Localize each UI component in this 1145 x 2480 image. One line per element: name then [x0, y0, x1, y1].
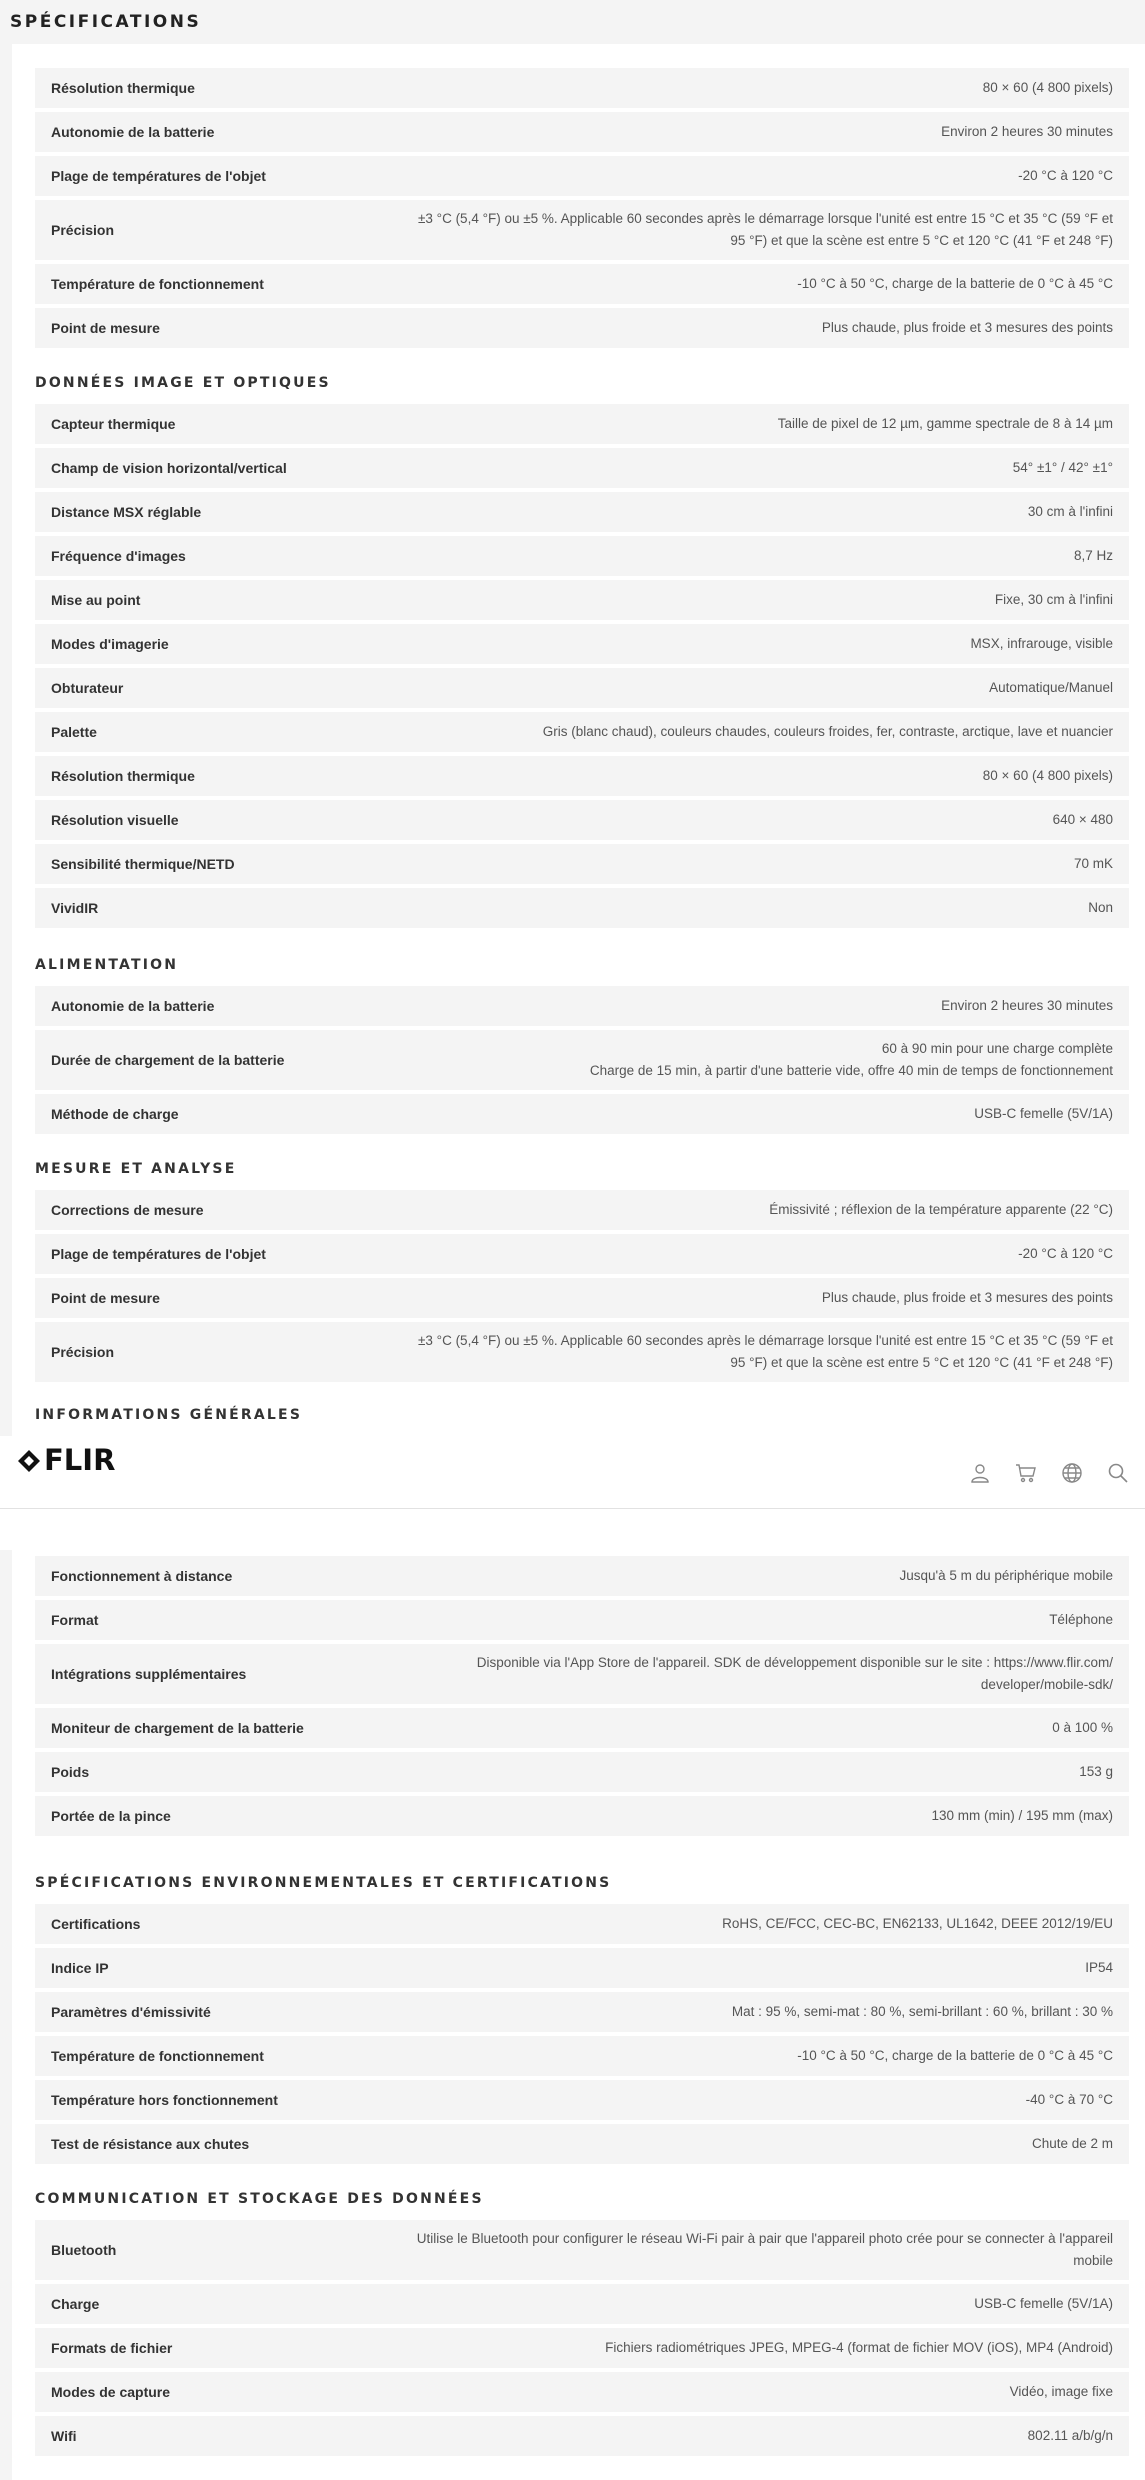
spec-value-line: USB-C femelle (5V/1A) [974, 1106, 1113, 1121]
spec-value [797, 273, 1113, 295]
spec-value [797, 2045, 1113, 2067]
page-title: SPÉCIFICATIONS [10, 12, 202, 32]
spec-value-line: Fixe, 30 cm à l'infini [994, 592, 1113, 607]
spec-value-line: -40 °C à 70 °C [1025, 2092, 1113, 2107]
spec-value-line: Plus chaude, plus froide et 3 mesures des points [821, 1290, 1113, 1305]
section-measurement [35, 1148, 1129, 1382]
spec-value [1049, 1609, 1113, 1631]
spec-row [35, 536, 1129, 576]
spec-value [970, 633, 1113, 655]
spec-row [35, 2220, 1129, 2280]
spec-value-line: Charge de 15 min, à partir d'une batterie vide, offre 40 min de temps de fonctionnement [589, 1063, 1113, 1078]
spec-row [35, 2080, 1129, 2120]
cart-icon[interactable] [1013, 1460, 1039, 1486]
spec-value [900, 1565, 1113, 1587]
spec-label: Mise au point [51, 592, 141, 608]
spec-row [35, 492, 1129, 532]
spec-label: Fréquence d'images [51, 548, 186, 564]
globe-icon[interactable] [1059, 1460, 1085, 1486]
spec-value-line: 95 °F) et que la scène est entre 5 °C et 120 °C (41 °F et 248 °F) [730, 1355, 1113, 1370]
spec-value-line: -20 °C à 120 °C [1018, 168, 1113, 183]
spec-panel-top [12, 44, 1145, 1436]
spec-row [35, 156, 1129, 196]
spec-row [35, 756, 1129, 796]
spec-value-line: -10 °C à 50 °C, charge de la batterie de 0 °C à 45 °C [797, 2048, 1113, 2063]
section-environment [35, 1862, 1129, 2164]
section-general-info [35, 1556, 1129, 1836]
spec-label: Bluetooth [51, 2242, 117, 2258]
spec-label: Précision [51, 222, 115, 238]
spec-value [418, 1330, 1113, 1374]
spec-label: Distance MSX réglable [51, 504, 202, 520]
spec-label: Test de résistance aux chutes [51, 2136, 250, 2152]
spec-value [1026, 2089, 1113, 2111]
spec-value [1013, 457, 1113, 479]
spec-value-line: Environ 2 heures 30 minutes [941, 124, 1113, 139]
spec-row [35, 112, 1129, 152]
spec-label: Point de mesure [51, 320, 160, 336]
spec-value-line: RoHS, CE/FCC, CEC-BC, EN62133, UL1642, DEEE 2012/19/EU [722, 1916, 1113, 1931]
spec-value [941, 995, 1113, 1017]
spec-value-line: 153 g [1079, 1764, 1113, 1779]
spec-label: Indice IP [51, 1960, 109, 1976]
logo-text: FLIR [44, 1443, 116, 1477]
spec-value-line: Chute de 2 m [1031, 2136, 1113, 2151]
spec-value-line: Téléphone [1049, 1612, 1113, 1627]
spec-value [605, 2337, 1113, 2359]
spec-value-line: Environ 2 heures 30 minutes [941, 998, 1113, 1013]
spec-value-line: Vidéo, image fixe [1009, 2384, 1113, 2399]
spec-label: Corrections de mesure [51, 1202, 204, 1218]
spec-label: Sensibilité thermique/NETD [51, 856, 235, 872]
spec-rows [35, 404, 1129, 928]
spec-value [417, 2228, 1113, 2272]
section-communication [35, 2178, 1129, 2456]
spec-value-line: 802.11 a/b/g/n [1027, 2428, 1113, 2443]
spec-row [35, 1904, 1129, 1944]
spec-row [35, 2124, 1129, 2164]
spec-label: Certifications [51, 1916, 141, 1932]
spec-value-line: 54° ±1° / 42° ±1° [1012, 460, 1113, 475]
spec-value-line: -20 °C à 120 °C [1018, 1246, 1113, 1261]
spec-label: Méthode de charge [51, 1106, 179, 1122]
spec-value-line: MSX, infrarouge, visible [970, 636, 1113, 651]
spec-value-line: ±3 °C (5,4 °F) ou ±5 %. Applicable 60 secondes après le démarrage lorsque l'unité est entre 15 °C et 35 °C (59 °F et [418, 1333, 1113, 1348]
spec-row [35, 308, 1129, 348]
spec-label: Portée de la pince [51, 1808, 171, 1824]
spec-value [1052, 1717, 1113, 1739]
spec-label: Obturateur [51, 680, 124, 696]
spec-value [989, 677, 1113, 699]
spec-row [35, 264, 1129, 304]
spec-label: Point de mesure [51, 1290, 160, 1306]
spec-row [35, 580, 1129, 620]
spec-row [35, 986, 1129, 1026]
spec-label: Autonomie de la batterie [51, 124, 215, 140]
section-heading: DONNÉES IMAGE ET OPTIQUES [35, 375, 331, 391]
section-heading: ALIMENTATION [35, 957, 179, 973]
spec-row [35, 1234, 1129, 1274]
spec-value-line: 95 °F) et que la scène est entre 5 °C et 120 °C (41 °F et 248 °F) [730, 233, 1113, 248]
spec-value-line: Jusqu'à 5 m du périphérique mobile [899, 1568, 1113, 1583]
spec-label: Durée de chargement de la batterie [51, 1052, 285, 1068]
spec-value [974, 2293, 1113, 2315]
spec-value [822, 317, 1113, 339]
spec-row [35, 1992, 1129, 2032]
section-heading: COMMUNICATION ET STOCKAGE DES DONNÉES [35, 2191, 484, 2207]
spec-value [941, 121, 1113, 143]
spec-row [35, 1752, 1129, 1792]
spec-value-line: 80 × 60 (4 800 pixels) [982, 768, 1113, 783]
spec-rows [35, 68, 1129, 348]
section-power [35, 944, 1129, 1134]
spec-value [1032, 2133, 1113, 2155]
spec-value [931, 1805, 1113, 1827]
spec-value [1053, 809, 1113, 831]
spec-value-line: 0 à 100 % [1052, 1720, 1113, 1735]
spec-value-line: USB-C femelle (5V/1A) [974, 2296, 1113, 2311]
spec-label: Température de fonctionnement [51, 2048, 264, 2064]
spec-label: Format [51, 1612, 99, 1628]
spec-label: Paramètres d'émissivité [51, 2004, 211, 2020]
flir-logo[interactable] [18, 1443, 116, 1477]
spec-rows [35, 2220, 1129, 2456]
spec-row [35, 404, 1129, 444]
spec-row [35, 1600, 1129, 1640]
spec-value-line: Gris (blanc chaud), couleurs chaudes, couleurs froides, fer, contraste, arctique, lave et nuancier [542, 724, 1113, 739]
header-icons [967, 1460, 1131, 1486]
spec-label: Autonomie de la batterie [51, 998, 215, 1014]
spec-value [1079, 1761, 1113, 1783]
spec-value [778, 413, 1113, 435]
spec-value [1028, 501, 1113, 523]
spec-label: Wifi [51, 2428, 77, 2444]
spec-value [1018, 1243, 1113, 1265]
spec-row [35, 668, 1129, 708]
spec-value-line: Automatique/Manuel [989, 680, 1113, 695]
spec-label: Plage de températures de l'objet [51, 168, 266, 184]
spec-label: Capteur thermique [51, 416, 176, 432]
spec-rows [35, 1190, 1129, 1382]
spec-value [769, 1199, 1113, 1221]
spec-row [35, 1322, 1129, 1382]
spec-label: Précision [51, 1344, 115, 1360]
spec-label: Formats de fichier [51, 2340, 173, 2356]
spec-value-line: Disponible via l'App Store de l'appareil. SDK de développement disponible sur le site : https://www.flir.com/ [476, 1655, 1113, 1670]
flir-logo-icon [18, 1450, 40, 1472]
spec-value [995, 589, 1113, 611]
section-heading: SPÉCIFICATIONS ENVIRONNEMENTALES ET CERTIFICATIONS [35, 1875, 612, 1891]
spec-value-line: -10 °C à 50 °C, charge de la batterie de 0 °C à 45 °C [797, 276, 1113, 291]
spec-row [35, 624, 1129, 664]
spec-row [35, 844, 1129, 884]
spec-row [35, 712, 1129, 752]
spec-row [35, 1278, 1129, 1318]
spec-value-line: Taille de pixel de 12 µm, gamme spectrale de 8 à 14 µm [777, 416, 1113, 431]
spec-label: Moniteur de chargement de la batterie [51, 1720, 304, 1736]
spec-row [35, 888, 1129, 928]
spec-value-line: Fichiers radiométriques JPEG, MPEG-4 (format de fichier MOV (iOS), MP4 (Android) [605, 2340, 1113, 2355]
spec-row [35, 800, 1129, 840]
spec-row [35, 1708, 1129, 1748]
spec-label: Température de fonctionnement [51, 276, 264, 292]
spec-value [983, 77, 1113, 99]
spec-label: Intégrations supplémentaires [51, 1666, 247, 1682]
spec-row [35, 2416, 1129, 2456]
spec-value [1088, 897, 1113, 919]
spec-value-line: 640 × 480 [1052, 812, 1113, 827]
spec-value-line: 30 cm à l'infini [1027, 504, 1113, 519]
spec-row [35, 200, 1129, 260]
spec-value-line: 8,7 Hz [1073, 548, 1113, 563]
spec-row [35, 2284, 1129, 2324]
spec-row [35, 2328, 1129, 2368]
spec-value [974, 1103, 1113, 1125]
header-divider [0, 1508, 1145, 1509]
spec-value [983, 765, 1113, 787]
spec-value [732, 2001, 1113, 2023]
spec-row [35, 1190, 1129, 1230]
spec-panel-bottom [12, 1516, 1145, 2480]
spec-row [35, 448, 1129, 488]
spec-label: Modes d'imagerie [51, 636, 169, 652]
spec-row [35, 68, 1129, 108]
spec-label: Fonctionnement à distance [51, 1568, 233, 1584]
spec-value-line: mobile [1073, 2253, 1113, 2268]
spec-label: Champ de vision horizontal/vertical [51, 460, 287, 476]
spec-rows [35, 1904, 1129, 2164]
spec-row [35, 2036, 1129, 2076]
section-heading: INFORMATIONS GÉNÉRALES [35, 1407, 303, 1423]
spec-value [590, 1038, 1113, 1082]
spec-row [35, 2372, 1129, 2412]
spec-value [477, 1652, 1113, 1696]
spec-row [35, 1796, 1129, 1836]
search-icon[interactable] [1105, 1460, 1131, 1486]
spec-row [35, 1094, 1129, 1134]
spec-value [1018, 165, 1113, 187]
spec-value-line: 70 mK [1073, 856, 1113, 871]
spec-value [1010, 2381, 1113, 2403]
spec-value-line: Émissivité ; réflexion de la température apparente (22 °C) [769, 1202, 1113, 1217]
spec-value [543, 721, 1113, 743]
spec-value [1074, 545, 1113, 567]
spec-value [1074, 853, 1113, 875]
spec-value-line: Mat : 95 %, semi-mat : 80 %, semi-brillant : 60 %, brillant : 30 % [731, 2004, 1113, 2019]
section-general-info-heading [35, 1394, 1129, 1436]
spec-label: Résolution thermique [51, 768, 195, 784]
spec-value-line: ±3 °C (5,4 °F) ou ±5 %. Applicable 60 secondes après le démarrage lorsque l'unité est entre 15 °C et 35 °C (59 °F et [418, 211, 1113, 226]
spec-value [1085, 1957, 1113, 1979]
spec-label: Résolution thermique [51, 80, 195, 96]
site-header [0, 1436, 1145, 1516]
spec-value-line: 130 mm (min) / 195 mm (max) [931, 1808, 1113, 1823]
spec-label: Modes de capture [51, 2384, 171, 2400]
spec-label: Plage de températures de l'objet [51, 1246, 266, 1262]
section-general-top [35, 68, 1129, 348]
spec-value [1028, 2425, 1113, 2447]
spec-value-line: 60 à 90 min pour une charge complète [881, 1041, 1113, 1056]
spec-value-line: Plus chaude, plus froide et 3 mesures des points [821, 320, 1113, 335]
spec-value [722, 1913, 1113, 1935]
spec-label: Charge [51, 2296, 100, 2312]
spec-value-line: IP54 [1085, 1960, 1113, 1975]
spec-label: VividIR [51, 900, 99, 916]
spec-row [35, 1556, 1129, 1596]
spec-rows [35, 986, 1129, 1134]
spec-value-line: developer/mobile-sdk/ [980, 1677, 1113, 1692]
spec-rows [35, 1556, 1129, 1836]
spec-value-line: 80 × 60 (4 800 pixels) [982, 80, 1113, 95]
spec-row [35, 1948, 1129, 1988]
spec-value-line: Non [1088, 900, 1113, 915]
spec-label: Palette [51, 724, 97, 740]
spec-label: Température hors fonctionnement [51, 2092, 278, 2108]
spec-row [35, 1644, 1129, 1704]
section-heading: MESURE ET ANALYSE [35, 1161, 237, 1177]
spec-value [418, 208, 1113, 252]
spec-value-line: Utilise le Bluetooth pour configurer le réseau Wi-Fi pair à pair que l'appareil photo crée pour se connecter à l'appareil [416, 2231, 1113, 2246]
spec-label: Résolution visuelle [51, 812, 179, 828]
spec-row [35, 1030, 1129, 1090]
spec-value [822, 1287, 1113, 1309]
spec-label: Poids [51, 1764, 90, 1780]
section-image-optics [35, 362, 1129, 928]
account-icon[interactable] [967, 1460, 993, 1486]
